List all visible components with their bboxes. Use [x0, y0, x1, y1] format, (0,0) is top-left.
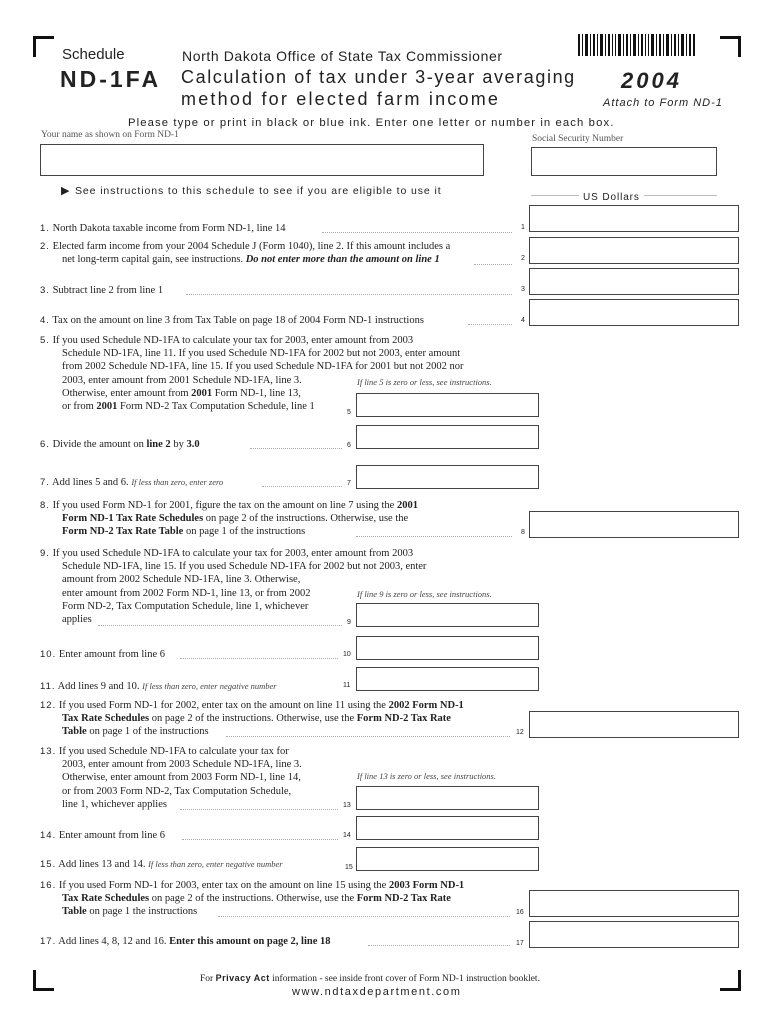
box-number: 7 — [347, 480, 351, 487]
line-number: 3. — [40, 285, 50, 296]
line-15-note: If less than zero, enter negative number — [148, 859, 283, 869]
form-title-line2: method for elected farm income — [181, 89, 501, 109]
leader-dots — [180, 809, 338, 810]
line-text: Divide the amount on — [52, 439, 144, 450]
box-number: 1 — [521, 224, 525, 231]
line-13 — [40, 745, 302, 811]
line-text: on page 2 of the instructions. Otherwise, use the — [151, 893, 355, 905]
line-text: on page 1 of the instructions — [89, 726, 209, 738]
leader-dots — [180, 658, 338, 659]
leader-dots — [262, 486, 342, 487]
line-text: Add lines 5 and 6. — [51, 477, 129, 488]
line-text: If you used Form ND-1 for 2003, enter tax on the amount on line 15 using the — [58, 880, 387, 891]
line-7 — [40, 476, 223, 489]
line-text: or from — [62, 401, 94, 413]
line-text: line 1, whichever applies — [62, 798, 167, 810]
box-number: 15 — [345, 864, 353, 871]
bold-text: 2001 — [396, 500, 418, 511]
website-link[interactable]: www.ndtaxdepartment.com — [292, 986, 462, 998]
line-15-amount[interactable] — [356, 847, 539, 871]
box-number: 13 — [343, 802, 351, 809]
line-7-note: If less than zero, enter zero — [131, 477, 224, 487]
barcode — [578, 34, 696, 56]
ink-instruction: Please type or print in black or blue ink. Enter one letter or number in each box. — [128, 117, 615, 129]
leader-dots — [182, 839, 338, 840]
line-number: 14. — [40, 830, 57, 841]
line-text: Otherwise, enter amount from — [62, 387, 189, 399]
line-text: Enter amount from line 6 — [58, 649, 165, 660]
line-number: 2. — [40, 241, 50, 252]
line-9-note: If line 9 is zero or less, see instructions. — [357, 589, 492, 599]
leader-dots — [468, 324, 512, 325]
line-14 — [40, 829, 165, 842]
line-10-amount[interactable] — [356, 636, 539, 660]
line-17 — [40, 935, 331, 948]
bold-text: Table — [62, 726, 87, 738]
box-number: 14 — [343, 832, 351, 839]
line-1-amount[interactable] — [529, 205, 739, 232]
arrow-icon: ▶ — [61, 185, 70, 197]
box-number: 17 — [516, 940, 524, 947]
box-number: 6 — [347, 442, 351, 449]
leader-dots — [98, 625, 342, 626]
currency-label: US Dollars — [579, 192, 644, 203]
line-1 — [40, 222, 286, 235]
bold-text: Tax Rate Schedules — [62, 713, 150, 725]
line-number: 4. — [40, 315, 50, 326]
form-code: ND-1FA — [60, 66, 162, 92]
privacy-note — [200, 973, 540, 984]
line-number: 12. — [40, 700, 57, 711]
line-10 — [40, 648, 165, 661]
line-text: from 2002 Schedule ND-1FA, line 15. If you used Schedule ND-1FA for 2001 but not 2002 nor — [62, 361, 464, 373]
line-number: 10. — [40, 649, 57, 660]
line-16-amount[interactable] — [529, 890, 739, 917]
line-11-note: If less than zero, enter negative number — [142, 681, 277, 691]
bold-text: Tax Rate Schedules — [62, 893, 150, 905]
line-text: net long-term capital gain, see instructions. — [62, 254, 244, 266]
line-text: on page 1 of the instructions — [185, 526, 306, 538]
line-number: 16. — [40, 880, 57, 891]
line-text: Form ND-1, line 13, — [214, 387, 301, 399]
line-number: 17. — [40, 936, 57, 947]
ssn-input[interactable] — [531, 147, 717, 176]
line-text: or from 2003 Form ND-2, Tax Computation Schedule, — [62, 785, 292, 797]
line-text: 2003, enter amount from 2001 Schedule ND-1FA, line 3. — [62, 374, 302, 386]
line-text: on page 1 the instructions — [89, 906, 198, 918]
line-8-amount[interactable] — [529, 511, 739, 538]
line-text: If you used Schedule ND-1FA to calculate your tax for 2003, enter amount from 2003 — [52, 335, 414, 346]
line-12 — [40, 699, 464, 739]
box-number: 11 — [343, 682, 351, 689]
corner-mark-bottom-right — [720, 970, 741, 991]
bold-text: line 2 — [146, 439, 171, 450]
eligibility-note: See instructions to this schedule to see if you are eligible to use it — [75, 185, 442, 197]
box-number: 8 — [521, 529, 525, 536]
line-2-amount[interactable] — [529, 237, 739, 264]
box-number: 16 — [516, 909, 524, 916]
box-number: 9 — [347, 619, 351, 626]
box-number: 5 — [347, 409, 351, 416]
line-number: 11. — [40, 681, 56, 692]
line-14-amount[interactable] — [356, 816, 539, 840]
line-4 — [40, 314, 424, 327]
line-7-amount[interactable] — [356, 465, 539, 489]
box-number: 3 — [521, 286, 525, 293]
agency-name: North Dakota Office of State Tax Commissioner — [182, 48, 503, 64]
box-number: 2 — [521, 255, 525, 262]
form-title-line1: Calculation of tax under 3-year averaging — [181, 67, 576, 87]
leader-dots — [218, 916, 510, 917]
leader-dots — [250, 448, 342, 449]
line-text: Otherwise, enter amount from 2003 Form ND-1, line 14, — [62, 772, 301, 784]
line-5-amount[interactable] — [356, 393, 539, 417]
line-16 — [40, 879, 464, 919]
line-12-amount[interactable] — [529, 711, 739, 738]
line-text: Form ND-2, Tax Computation Schedule, line 1, whichever — [62, 600, 309, 612]
line-number: 6. — [40, 439, 50, 450]
leader-dots — [474, 264, 512, 265]
line-3 — [40, 284, 163, 297]
name-label: Your name as shown on Form ND-1 — [41, 130, 179, 140]
line-number: 9. — [40, 548, 50, 559]
line-9-amount[interactable] — [356, 603, 539, 627]
line-text: Add lines 13 and 14. — [58, 859, 146, 870]
line-text: 2003, enter amount from 2003 Schedule ND-1FA, line 3. — [62, 759, 302, 771]
bold-text: 2001 — [96, 401, 118, 413]
line-6-amount[interactable] — [356, 425, 539, 449]
privacy-post: information - see inside front cover of Form ND-1 instruction booklet. — [272, 974, 540, 984]
leader-dots — [356, 536, 512, 537]
box-number: 10 — [343, 651, 351, 658]
line-text: Subtract line 2 from line 1 — [52, 285, 164, 296]
bold-text: Form ND-2 Tax Rate — [356, 713, 451, 725]
leader-dots — [226, 736, 510, 737]
line-text: by — [173, 439, 184, 450]
line-number: 5. — [40, 335, 50, 346]
line-11-amount[interactable] — [356, 667, 539, 691]
bold-text: Table — [62, 906, 87, 918]
line-number: 7. — [40, 477, 50, 488]
line-15 — [40, 858, 283, 871]
line-6 — [40, 438, 200, 451]
bold-text: Enter this amount on page 2, line 18 — [169, 936, 331, 947]
bold-text: 2003 Form ND-1 — [388, 880, 465, 891]
line-text: Elected farm income from your 2004 Schedule J (Form 1040), line 2. If this amount includes a — [52, 241, 451, 252]
line-13-amount[interactable] — [356, 786, 539, 810]
line-text: If you used Form ND-1 for 2002, enter tax on the amount on line 11 using the — [58, 700, 386, 711]
bold-text: Form ND-1 Tax Rate Schedules — [62, 513, 204, 525]
privacy-act-label: Privacy Act — [215, 973, 270, 983]
line-text: If you used Schedule ND-1FA to calculate your tax for — [58, 746, 289, 757]
leader-dots — [186, 294, 512, 295]
line-text: Schedule ND-1FA, line 15. If you used Schedule ND-1FA for 2002 but not 2003, enter — [62, 561, 427, 573]
line-number: 15. — [40, 859, 57, 870]
line-text: applies — [62, 614, 92, 626]
schedule-label: Schedule — [62, 46, 125, 63]
box-number: 12 — [516, 729, 524, 736]
line-text: Add lines 4, 8, 12 and 16. — [58, 936, 167, 947]
corner-mark-bottom-left — [33, 970, 54, 991]
line-11 — [40, 680, 277, 693]
line-text: Add lines 9 and 10. — [57, 681, 140, 692]
line-number: 13. — [40, 746, 57, 757]
bold-text: 3.0 — [186, 439, 200, 450]
line-number: 8. — [40, 500, 50, 511]
corner-mark-top-left — [33, 36, 54, 57]
line-5-note: If line 5 is zero or less, see instructions. — [357, 377, 492, 387]
line-13-note: If line 13 is zero or less, see instructions. — [357, 771, 496, 781]
line-8 — [40, 499, 418, 539]
line-3-amount[interactable] — [529, 268, 739, 295]
line-2 — [40, 240, 450, 266]
bold-text: 2002 Form ND-1 — [388, 700, 464, 711]
line-17-amount[interactable] — [529, 921, 739, 948]
line-text: amount from 2002 Schedule ND-1FA, line 3. Otherwise, — [62, 574, 301, 586]
line-number: 1. — [40, 223, 50, 234]
bold-text: Form ND-2 Tax Rate — [356, 893, 451, 905]
line-2-emphasis: Do not enter more than the amount on line 1 — [245, 254, 440, 266]
line-4-amount[interactable] — [529, 299, 739, 326]
line-text: enter amount from 2002 Form ND-1, line 13, or from 2002 — [62, 587, 311, 599]
line-text: on page 2 of the instructions. Otherwise, use the — [205, 513, 409, 525]
ssn-label: Social Security Number — [532, 134, 624, 144]
bold-text: Form ND-2 Tax Rate Table — [62, 526, 184, 538]
leader-dots — [322, 232, 512, 233]
box-number: 4 — [521, 317, 525, 324]
line-text: If you used Form ND-1 for 2001, figure the tax on the amount on line 7 using the — [52, 500, 395, 511]
line-text: Tax on the amount on line 3 from Tax Table on page 18 of 2004 Form ND-1 instructions — [52, 315, 424, 326]
name-input[interactable] — [40, 144, 484, 176]
line-text: North Dakota taxable income from Form ND-1, line 14 — [52, 223, 286, 234]
privacy-pre: For — [200, 974, 214, 984]
attach-note: Attach to Form ND-1 — [603, 97, 723, 109]
line-text: Enter amount from line 6 — [58, 830, 165, 841]
line-text: Form ND-2 Tax Computation Schedule, line 1 — [120, 401, 315, 413]
bold-text: 2001 — [191, 387, 213, 399]
leader-dots — [368, 945, 510, 946]
line-text: Schedule ND-1FA, line 11. If you used Schedule ND-1FA for 2002 but not 2003, enter amount — [62, 348, 461, 360]
tax-year: 2004 — [621, 68, 682, 93]
line-text: If you used Schedule ND-1FA to calculate your tax for 2003, enter amount from 2003 — [52, 548, 414, 559]
line-text: on page 2 of the instructions. Otherwise, use the — [151, 713, 355, 725]
corner-mark-top-right — [720, 36, 741, 57]
